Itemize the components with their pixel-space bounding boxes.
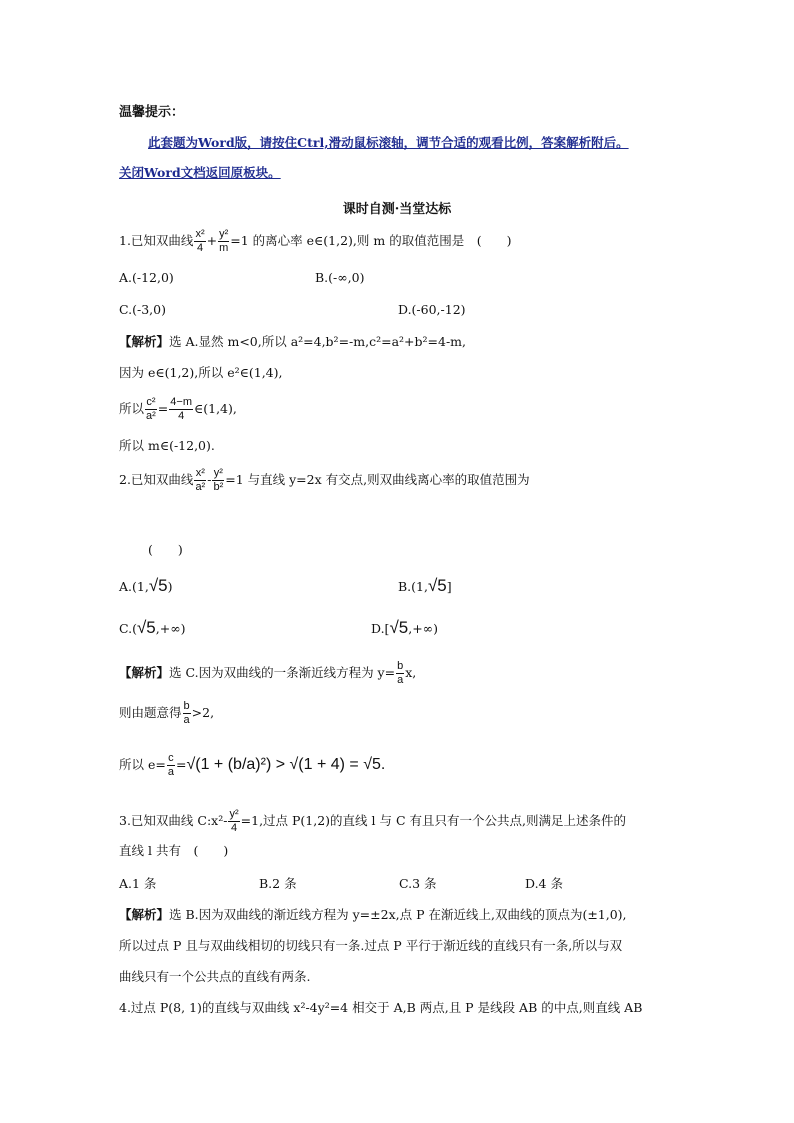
q2-minus: - [207, 472, 212, 487]
q1-sol3-frac2-num: 4−m [170, 396, 192, 408]
q2-opt-c-sqrt: √5 [136, 618, 156, 637]
q2-sol1-den: a [397, 674, 404, 686]
q1-fraction-x [194, 228, 205, 255]
q2-option-a [119, 576, 173, 596]
q2-sol2-den: a [183, 714, 190, 726]
q3-stem-2: 直线 l 共有 ( ) [119, 843, 229, 858]
q3-frac-den: 4 [230, 822, 238, 834]
q1-fraction-y [218, 228, 229, 255]
q2-fraction-x [194, 467, 206, 494]
q3-option-d: D.4 条 [525, 876, 563, 891]
q2-opt-a-label: A.(1, [119, 579, 149, 594]
q2-sol1-frac [396, 660, 404, 687]
tips-line-1 [148, 134, 629, 152]
q2-sol3-frac [167, 752, 175, 779]
q1-frac2-den: m [219, 242, 229, 254]
q1-sol3-frac1-num: c² [146, 396, 156, 408]
q1-sol3-frac2 [169, 396, 193, 423]
q2-sol2-frac [183, 700, 191, 727]
q2-prefix: 2.已知双曲线 [119, 472, 194, 487]
q2-sol1-suffix: x, [405, 665, 417, 680]
q1-sol3-eq: = [157, 401, 169, 416]
q2-frac1-den: a² [195, 481, 206, 493]
q2-option-c [119, 618, 186, 638]
q1-stem [119, 228, 511, 255]
q2-sol1-num: b [397, 660, 404, 672]
q3-option-b: B.2 条 [259, 876, 297, 891]
q3-solution-text-1: 选 B.因为双曲线的渐近线方程为 y=±2x,点 P 在渐近线上,双曲线的顶点为(±1,0), [169, 907, 627, 922]
q1-sol3-frac1 [145, 396, 157, 423]
q3-prefix: 3.已知双曲线 C:x²- [119, 813, 228, 828]
q2-option-d [371, 618, 438, 638]
q1-option-d: D.(-60,-12) [398, 302, 466, 317]
q1-solution-text-1: 选 A.显然 m<0,所以 a²=4,b²=-m,c²=a²+b²=4-m, [169, 334, 467, 349]
q3-solution-label: 【解析】 [119, 907, 170, 922]
q2-opt-a-sqrt: √5 [148, 576, 168, 595]
q1-frac1-num: x² [195, 228, 205, 240]
q2-opt-b-end: ] [446, 579, 452, 594]
q1-solution-3 [119, 396, 237, 423]
q1-option-b: B.(-∞,0) [315, 270, 365, 285]
q2-stem [119, 467, 530, 494]
q2-opt-a-end: ) [167, 579, 173, 594]
q1-solution-label: 【解析】 [119, 334, 170, 349]
q2-opt-b-label: B.(1, [398, 579, 428, 594]
q2-sol2-prefix: 则由题意得 [119, 705, 182, 720]
q1-prefix: 1.已知双曲线 [119, 233, 194, 248]
q2-frac2-num: y² [213, 467, 223, 479]
q2-sol2-num: b [183, 700, 190, 712]
q2-frac2-den: b² [213, 481, 224, 493]
q2-sol3-num: c [168, 752, 174, 764]
q2-sol3-expression: √(1 + (b/a)²) > √(1 + 4) = √5. [186, 756, 386, 773]
q3-frac-num: y² [229, 808, 239, 820]
q3-fraction-y [228, 808, 239, 835]
q2-suffix: =1 与直线 y=2x 有交点,则双曲线离心率的取值范围为 [225, 472, 530, 487]
tips-line-2 [119, 164, 281, 182]
q1-sol3-frac2-den: 4 [178, 410, 185, 422]
q1-sol3-suffix: ∈(1,4), [194, 401, 237, 416]
q3-option-c: C.3 条 [399, 876, 437, 891]
tips-title: 温馨提示： [119, 105, 185, 120]
q1-suffix: =1 的离心率 e∈(1,2),则 m 的取值范围是 ( ) [230, 233, 512, 248]
q2-solution-3 [119, 752, 385, 779]
q1-sol3-prefix: 所以 [119, 401, 145, 416]
q2-opt-d-end: ,+∞) [408, 621, 438, 636]
q2-opt-b-sqrt: √5 [427, 576, 447, 595]
q2-opt-d-sqrt: √5 [389, 618, 409, 637]
section-title: 课时自测·当堂达标 [342, 202, 452, 217]
q3-solution-1 [119, 906, 627, 924]
tips-link-1[interactable]: 此套题为Word版，请按住Ctrl,滑动鼠标滚轴，调节合适的观看比例，答案解析附后。 [148, 135, 629, 150]
q1-frac2-num: y² [219, 228, 229, 240]
q1-solution-4: 所以 m∈(-12,0). [119, 438, 215, 453]
q2-sol3-prefix: 所以 e= [119, 757, 166, 772]
q1-option-c: C.(-3,0) [119, 302, 166, 317]
q1-plus: + [206, 233, 218, 248]
q2-fraction-y [212, 467, 224, 494]
q2-option-b [398, 576, 452, 596]
q1-frac1-den: 4 [196, 242, 204, 254]
q1-solution-2: 因为 e∈(1,2),所以 e²∈(1,4), [119, 365, 283, 380]
q2-answer-paren: ( ) [148, 542, 183, 557]
q2-frac1-num: x² [195, 467, 205, 479]
q1-sol3-frac1-den: a² [146, 410, 156, 422]
q4-stem-1: 4.过点 P(8, 1)的直线与双曲线 x²-4y²=4 相交于 A,B 两点,且 P 是线段 AB 的中点,则直线 AB [119, 1000, 643, 1015]
q3-option-a: A.1 条 [119, 876, 157, 891]
q2-opt-d-label: D.[ [371, 621, 390, 636]
q3-solution-3: 曲线只有一个公共点的直线有两条. [119, 969, 311, 984]
q2-solution-2 [119, 700, 214, 727]
q2-sol2-suffix: >2, [191, 705, 215, 720]
q2-solution-1 [119, 660, 416, 687]
q3-stem-1 [119, 808, 626, 835]
q3-suffix: =1,过点 P(1,2)的直线 l 与 C 有且只有一个公共点,则满足上述条件的 [240, 813, 626, 828]
q2-sol1-prefix: 选 C.因为双曲线的一条渐近线方程为 y= [169, 665, 396, 680]
q1-option-a: A.(-12,0) [119, 270, 174, 285]
q3-solution-2: 所以过点 P 且与双曲线相切的切线只有一条.过点 P 平行于渐近线的直线只有一条,所以与双 [119, 938, 623, 953]
q2-opt-c-end: ,+∞) [155, 621, 186, 636]
q1-solution-1 [119, 333, 466, 351]
q2-sol3-eq: = [175, 757, 187, 772]
q2-opt-c-label: C.( [119, 621, 137, 636]
q2-solution-label: 【解析】 [119, 665, 170, 680]
tips-link-2[interactable]: 关闭Word文档返回原板块。 [119, 165, 281, 180]
q2-sol3-den: a [167, 766, 174, 778]
